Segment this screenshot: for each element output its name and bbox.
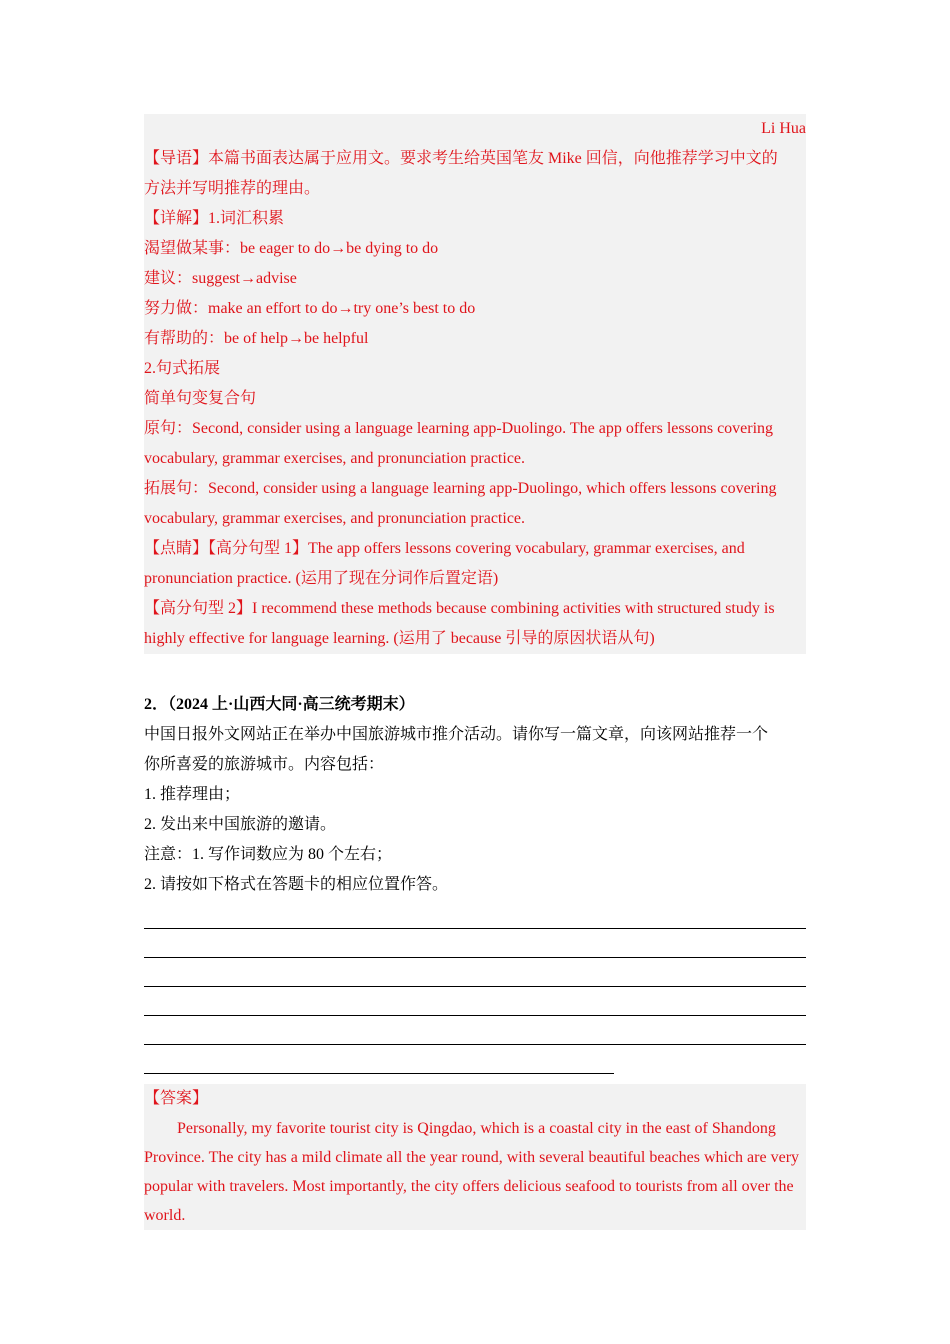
page-content [144,114,806,1230]
sentence-header: 2.句式拓展 [144,360,221,377]
answer-text: Personally, my favorite tourist city is Qingdao, which is a coastal city in the east of Shandong Province. The city has a mild climate all the year round, with several beautiful beaches which are very popular with travelers. Most importantly, the city offers delicious seafood to tourists from all over the world. [144,1120,800,1224]
answer-blank-line[interactable] [144,1045,614,1074]
answer-blank-line[interactable] [144,929,806,958]
prompt-line: 注意：1. 写作词数应为 80 个左右； [144,846,393,863]
prompt-line: 2. 请按如下格式在答题卡的相应位置作答。 [144,876,449,893]
question-prompt [144,720,806,900]
highlight-sentence-2: 【高分句型 2】I recommend these methods because combining activities with structured study is [144,600,775,617]
intro-line: 方法并写明推荐的理由。 [144,180,321,197]
answer-lines [144,900,806,1074]
expanded-sentence: vocabulary, grammar exercises, and pronunciation practice. [144,510,526,527]
question-heading: 2．（2024 上·山西大同·高三统考期末） [144,696,415,713]
answer-blank-line[interactable] [144,958,806,987]
original-sentence: vocabulary, grammar exercises, and pronunciation practice. [144,450,526,467]
vocab-item: 建议：suggest→advise [144,270,297,287]
prompt-line: 1. 推荐理由； [144,786,241,803]
signature: Li Hua [761,120,806,137]
intro-line: 【导语】本篇书面表达属于应用文。要求考生给英国笔友 Mike 回信，向他推荐学习中文的 [144,150,778,167]
vocab-item: 渴望做某事：be eager to do→be dying to do [144,240,439,257]
prompt-line: 2. 发出来中国旅游的邀请。 [144,816,337,833]
vocab-item: 努力做：make an effort to do→try one’s best to do [144,300,476,317]
sentence-sub: 简单句变复合句 [144,390,257,407]
answer-label: 【答案】 [144,1090,209,1107]
original-sentence: 原句：Second, consider using a language learning app-Duolingo. The app offers lessons covering [144,420,774,437]
highlight-sentence-1: pronunciation practice. (运用了现在分词作后置定语) [144,570,499,587]
answer-blank-line[interactable] [144,1016,806,1045]
vocab-item: 有帮助的：be of help→be helpful [144,330,369,347]
prompt-line: 中国日报外文网站正在举办中国旅游城市推介活动。请你写一篇文章，向该网站推荐一个 [144,726,769,743]
highlight-sentence-1: 【点睛】【高分句型 1】The app offers lessons covering vocabulary, grammar exercises, and [144,540,745,557]
answer-blank-line[interactable] [144,987,806,1016]
prompt-line: 你所喜爱的旅游城市。内容包括： [144,756,385,773]
answer-block [144,1084,806,1230]
highlight-sentence-2: highly effective for language learning. (运用了 because 引导的原因状语从句) [144,630,655,647]
detail-header: 【详解】1.词汇积累 [144,210,285,227]
answer-blank-line[interactable] [144,900,806,929]
expanded-sentence: 拓展句：Second, consider using a language learning app-Duolingo, which offers lessons covering [144,480,777,497]
analysis-block [144,114,806,654]
